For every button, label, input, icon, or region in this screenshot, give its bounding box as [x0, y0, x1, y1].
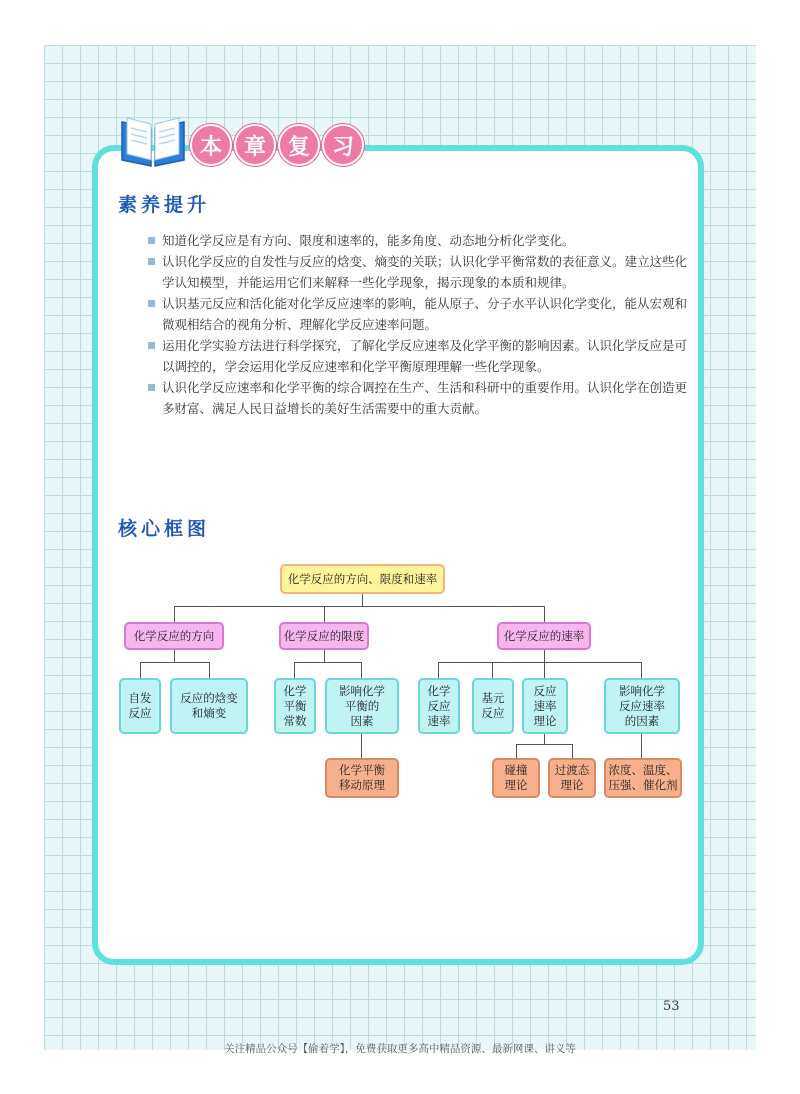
equilibrium-factors-node: 影响化学 平衡的 因素: [325, 678, 399, 734]
root-node: 化学反应的方向、限度和速率: [280, 564, 445, 594]
rate-theory-node: 反应 速率 理论: [522, 678, 568, 734]
framework-title: 核心框图: [118, 518, 211, 540]
badge-char: 习: [322, 124, 364, 166]
conditions-node: 浓度、温度、 压强、催化剂: [604, 758, 682, 798]
open-book-icon: [118, 112, 188, 168]
limit-node: 化学反应的限度: [279, 622, 369, 650]
list-item: 认识基元反应和活化能对化学反应速率的影响，能从原子、分子水平认识化学变化，能从宏观和微观相结合的视角分析、理解化学反应速率问题。: [148, 293, 688, 335]
elementary-reaction-node: 基元 反应: [472, 678, 514, 734]
rate-factors-node: 影响化学 反应速率 的因素: [604, 678, 680, 734]
badge-char: 章: [234, 124, 276, 166]
list-item: 知道化学反应是有方向、限度和速率的，能多角度、动态地分析化学变化。: [148, 230, 688, 251]
rate-node: 化学反应的速率: [497, 622, 591, 650]
transition-state-node: 过渡态 理论: [548, 758, 596, 798]
list-item: 认识化学反应的自发性与反应的焓变、熵变的关联；认识化学平衡常数的表征意义。建立这些化学认知模型，并能运用它们来解释一些化学现象，揭示现象的本质和规律。: [148, 251, 688, 293]
badge-char: 复: [278, 124, 320, 166]
equilibrium-constant-node: 化学 平衡 常数: [274, 678, 316, 734]
equilibrium-shift-node: 化学平衡 移动原理: [325, 758, 399, 798]
reaction-rate-node: 化学 反应 速率: [418, 678, 460, 734]
literacy-list: [148, 230, 688, 419]
list-item: 运用化学实验方法进行科学探究，了解化学反应速率及化学平衡的影响因素。认识化学反应是可以调控的，学会运用化学反应速率和化学平衡原理理解一些化学现象。: [148, 335, 688, 377]
badge-char: 本: [190, 124, 232, 166]
page-number: 53: [663, 999, 680, 1014]
enthalpy-entropy-node: 反应的焓变 和熵变: [170, 678, 248, 734]
literacy-title: 素养提升: [118, 194, 211, 216]
collision-theory-node: 碰撞 理论: [492, 758, 540, 798]
direction-node: 化学反应的方向: [124, 622, 224, 650]
list-item: 认识化学反应速率和化学平衡的综合调控在生产、生活和科研中的重要作用。认识化学在创造更多财富、满足人民日益增长的美好生活需要中的重大贡献。: [148, 377, 688, 419]
spontaneous-node: 自发 反应: [119, 678, 161, 734]
footer-note: 关注精品公众号【偷着学】，免费获取更多高中精品资源、最新网课、讲义等: [224, 1043, 576, 1055]
chapter-review-badge: [190, 124, 364, 166]
